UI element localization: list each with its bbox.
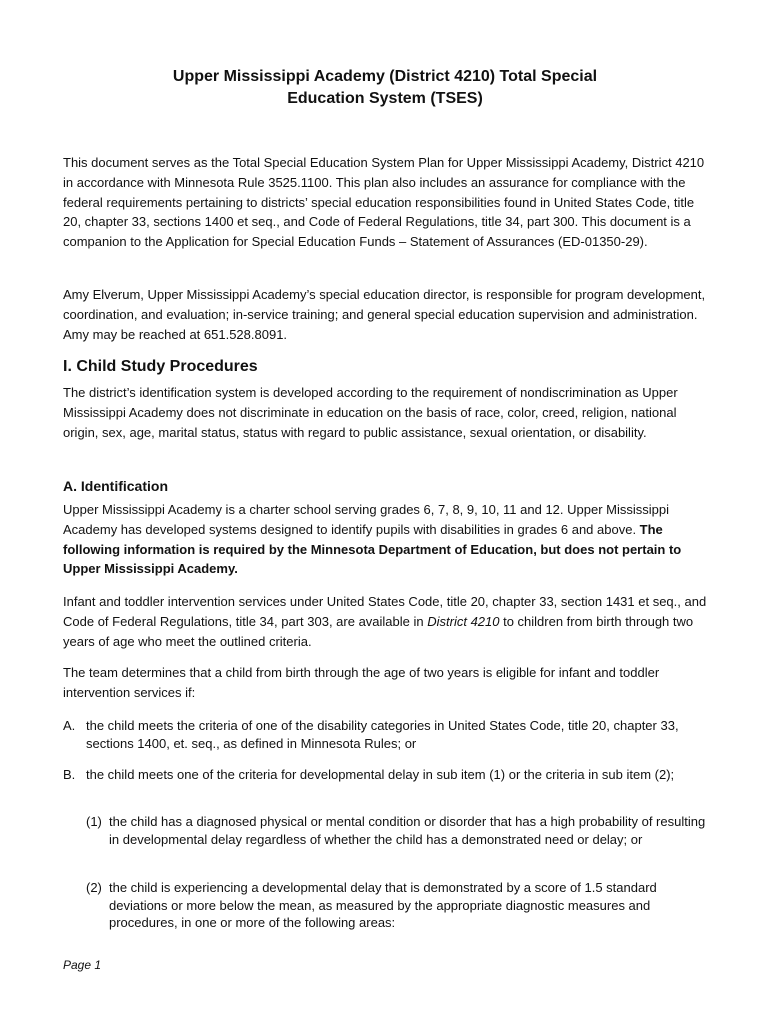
- list-label: (2): [86, 880, 102, 895]
- subitem-2: [86, 879, 709, 932]
- list-label: A.: [63, 718, 76, 733]
- infant-services-paragraph: [63, 592, 709, 651]
- section-heading-identification: A. Identification: [63, 478, 168, 494]
- identification-text: Upper Mississippi Academy is a charter school serving grades 6, 7, 8, 9, 10, 11 and 12. Upper Mississippi Academy has developed systems designed to identify pupils with disabilities in grades 6 and above.: [63, 502, 669, 537]
- title-line-2: Education System (TSES): [287, 90, 483, 107]
- subitem-1: [86, 813, 709, 848]
- list-label: B.: [63, 767, 76, 782]
- section-heading-child-study: I. Child Study Procedures: [63, 358, 258, 375]
- list-text: the child has a diagnosed physical or mental condition or disorder that has a high probability of resulting in developmental delay regardless of whether the child has a demonstrated need or delay; or: [109, 814, 706, 847]
- criteria-item-a: [63, 717, 709, 752]
- infant-text-pre: Infant and toddler intervention services under United States Code, title 20, chapter 33, section 1431 et seq., and Code of Federal Regulations, title 34, part 303, are available in: [63, 594, 707, 629]
- director-paragraph: Amy Elverum, Upper Mississippi Academy’s special education director, is responsible for program development, coordination, and evaluation; in-service training; and general special education supervision and administration. Amy may be reached at 651.528.8091.: [63, 287, 706, 342]
- list-text: the child meets one of the criteria for developmental delay in sub item (1) or the criteria in sub item (2);: [86, 767, 675, 782]
- infant-text-post: to children from birth through two years of age who meet the outlined criteria.: [63, 613, 694, 649]
- page-number: Page 1: [63, 958, 102, 972]
- infant-district: District 4210: [427, 613, 500, 629]
- list-label: (1): [86, 814, 102, 829]
- identification-paragraph: [63, 500, 709, 579]
- identification-bold-note: The following information is required by the Minnesota Department of Education, but does not pertain to Upper Mississippi Academy.: [63, 521, 682, 577]
- title-line-1: Upper Mississippi Academy (District 4210) Total Special: [172, 68, 598, 85]
- list-text: the child is experiencing a developmental delay that is demonstrated by a score of 1.5 standard deviations or more below the mean, as measured by the appropriate diagnostic measures and procedures, in one or more of the following areas:: [109, 880, 657, 930]
- intro-paragraph: This document serves as the Total Special Education System Plan for Upper Mississippi Academy, District 4210 in accordance with Minnesota Rule 3525.1100. This plan also includes an assurance for compliance with the federal requirements pertaining to districts’ special education responsibilities found in United States Code, title 20, chapter 33, sections 1400 et seq., and Code of Federal Regulations, title 34, part 300. This document is a companion to the Application for Special Education Funds – Statement of Assurances (ED-01350-29).: [63, 155, 705, 250]
- list-text: the child meets the criteria of one of the disability categories in United States Code, title 20, chapter 33, sections 1400, et. seq., as defined in Minnesota Rules; or: [86, 718, 679, 751]
- team-paragraph: The team determines that a child from birth through the age of two years is eligible for infant and toddler intervention services if:: [63, 665, 660, 700]
- nondiscrimination-paragraph: The district’s identification system is developed according to the requirement of nondiscrimination as Upper Mississippi Academy does not discriminate in education on the basis of race, color, creed, religion, national origin, sex, age, marital status, status with regard to public assistance, sexual orientation, or disability.: [63, 385, 678, 440]
- document-title: [100, 66, 670, 110]
- criteria-item-b: [63, 766, 709, 784]
